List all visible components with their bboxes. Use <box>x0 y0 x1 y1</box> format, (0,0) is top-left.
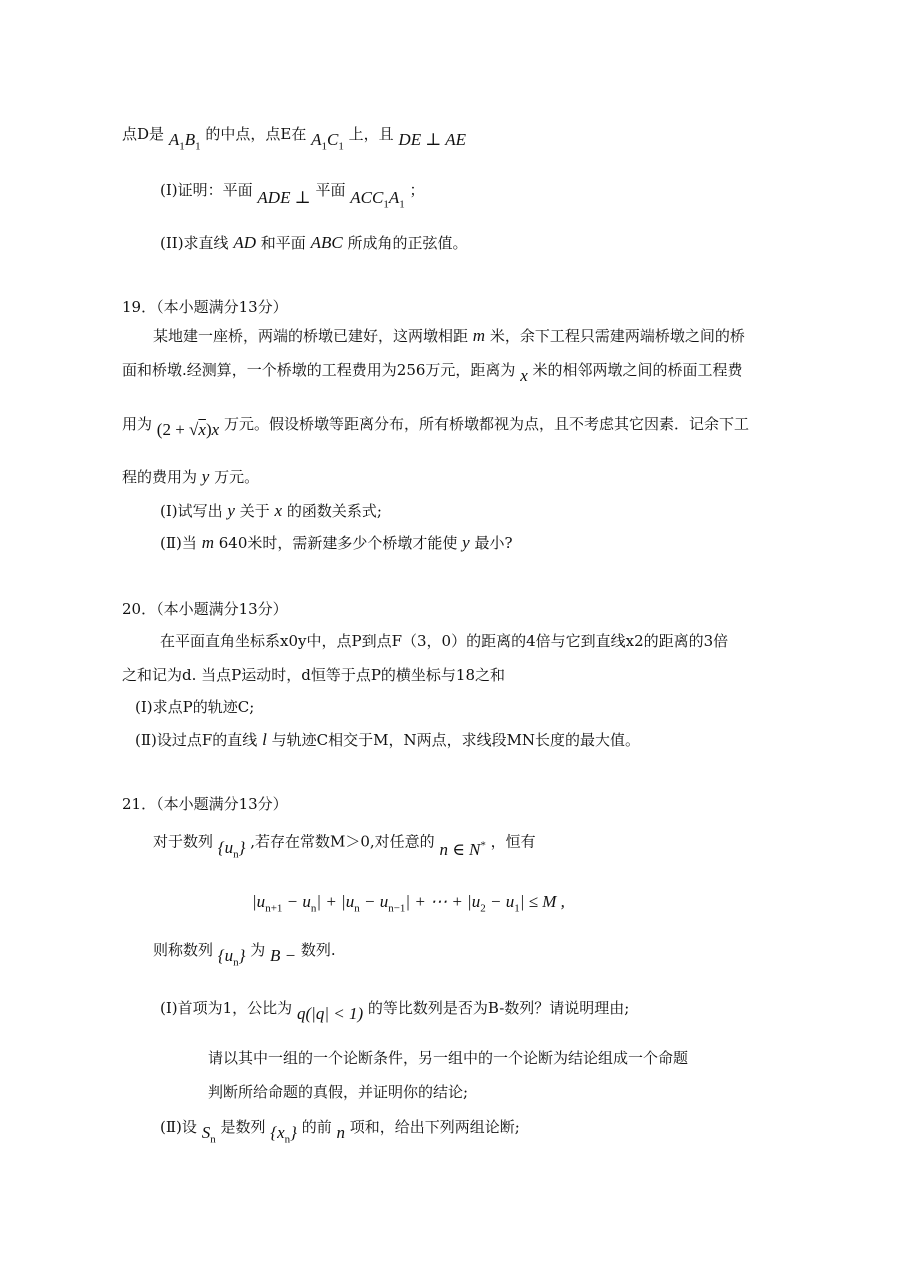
text: 则称数列 <box>153 941 214 959</box>
text-line <box>160 533 513 553</box>
formula-un: $\{u_n\}$ <box>217 837 246 861</box>
text: 万元。假设桥墩等距离分布，所有桥墩都视为点，且不考虑其它因素．记余下工 <box>223 415 749 433</box>
formula-x: x <box>274 501 283 520</box>
text: 对于数列 <box>153 832 214 851</box>
text: 面和桥墩.经测算，一个桥墩的工程费用为256万元，距离为 <box>122 361 516 379</box>
formula-l: l <box>262 730 267 749</box>
text: 请以其中一组的一个论断条件，另一组中的一个论断为结论组成一个命题 <box>208 1049 689 1067</box>
formula-acc1a1: $ACC_1A_1$ <box>350 188 405 211</box>
text: ； <box>409 181 425 199</box>
formula-sn: $S_n$ <box>201 1123 216 1146</box>
text-line <box>122 467 259 487</box>
text: ，恒有 <box>490 832 536 851</box>
formula-y: y <box>462 533 470 552</box>
text: 米的相邻两墩之间的桥面工程费 <box>532 361 743 379</box>
text-line <box>160 998 630 1023</box>
text-line <box>208 1082 468 1102</box>
text: (Ⅰ)求点P的轨迹C; <box>135 698 255 716</box>
text: 点D是 <box>122 125 165 143</box>
text: 所成角的正弦值。 <box>347 234 468 252</box>
text-line <box>160 501 382 521</box>
formula-inequality: $|u_{n+1} - u_n| + |u_n - u_{n-1}|$ + ⋯ + $|u_2 - u_1| \le M$ , <box>252 892 565 915</box>
formula-abc: ABC <box>310 233 343 252</box>
text: (Ⅱ)设过点F的直线 <box>135 731 258 749</box>
formula-ad: AD <box>233 233 257 252</box>
text: 上，且 <box>348 125 394 143</box>
text: 程的费用为 <box>122 468 198 486</box>
text: (Ⅱ)设 <box>160 1118 197 1136</box>
formula-m: m <box>201 533 214 552</box>
text: (I)证明：平面 <box>160 181 253 199</box>
formula-m: m <box>472 326 486 345</box>
formula-b-minus: B − <box>270 946 297 965</box>
text: (II)求直线 <box>160 234 229 252</box>
text: 在平面直角坐标系x0y中，点P到点F（3，0）的距离的4倍与它到直线x2的距离的3倍 <box>160 632 729 650</box>
formula-a1b1: $A_1B_1$ <box>168 130 201 153</box>
text: 640米时，需新建多少个桥墩才能使 <box>218 534 458 552</box>
text: 20．（本小题满分13分） <box>122 600 288 618</box>
text-line <box>160 1117 520 1146</box>
text: 用为 <box>122 415 153 433</box>
text: 的函数关系式; <box>286 502 382 520</box>
formula-cost: (2 + √x)x <box>156 420 220 439</box>
formula-y: y <box>201 467 210 486</box>
question-heading <box>122 794 288 814</box>
text-line <box>135 730 640 750</box>
text: 判断所给命题的真假，并证明你的结论; <box>208 1083 469 1101</box>
text-line <box>122 665 505 685</box>
text: 为 <box>250 941 266 959</box>
text: 与轨迹C相交于M，N两点，求线段MN长度的最大值。 <box>271 731 641 749</box>
text: 的等比数列是否为B-数列？请说明理由; <box>367 999 630 1017</box>
text: 数列. <box>300 941 336 959</box>
formula-un: $\{u_n\}$ <box>217 946 246 969</box>
text: 是数列 <box>220 1118 266 1136</box>
formula-de-perp-ae: DE ⊥ AE <box>398 130 467 149</box>
text: (Ⅰ)试写出 <box>160 502 223 520</box>
question-heading <box>122 599 288 619</box>
text-line <box>122 360 743 385</box>
text: 某地建一座桥，两端的桥墩已建好，这两墩相距 <box>153 327 469 345</box>
formula-ade: ADE ⊥ <box>257 188 311 207</box>
text-line <box>153 940 336 969</box>
text-line <box>160 180 425 211</box>
question-heading <box>122 297 288 317</box>
text-line <box>122 414 749 439</box>
text: 万元。 <box>214 468 260 486</box>
text: 之和记为d. 当点P运动时，d恒等于点P的横坐标与18之和 <box>122 666 506 684</box>
formula-xn: $\{x_n\}$ <box>270 1123 297 1146</box>
text: 21．（本小题满分13分） <box>122 795 288 813</box>
formula-q: q(|q| < 1) <box>296 1004 364 1023</box>
text: 项和，给出下列两组论断; <box>349 1118 520 1136</box>
text: (Ⅰ)首项为1，公比为 <box>160 999 293 1017</box>
text: 的前 <box>301 1118 332 1136</box>
text: 的中点，点E在 <box>205 125 307 143</box>
text: 关于 <box>239 502 270 520</box>
text: 和平面 <box>260 234 306 252</box>
formula-y: y <box>227 501 235 520</box>
formula-n: n <box>336 1123 345 1142</box>
text: 平面 <box>315 181 346 199</box>
text: (Ⅱ)当 <box>160 534 197 552</box>
formula-n-in-n: n ∈ N* <box>439 839 486 859</box>
text-line <box>208 1048 688 1068</box>
formula-a1c1: $A_1C_1$ <box>311 130 344 153</box>
text: 最小? <box>474 534 513 552</box>
text-line <box>160 631 728 651</box>
text: 米，余下工程只需建两端桥墩之间的桥 <box>489 327 745 345</box>
formula-x: x <box>520 366 528 385</box>
text-line <box>135 697 254 717</box>
text-line <box>153 326 745 346</box>
text-line <box>122 124 467 153</box>
text: 19．（本小题满分13分） <box>122 298 288 316</box>
text: ,若存在常数M＞0,对任意的 <box>250 832 435 851</box>
text-line <box>153 827 536 861</box>
text-line <box>160 233 468 253</box>
